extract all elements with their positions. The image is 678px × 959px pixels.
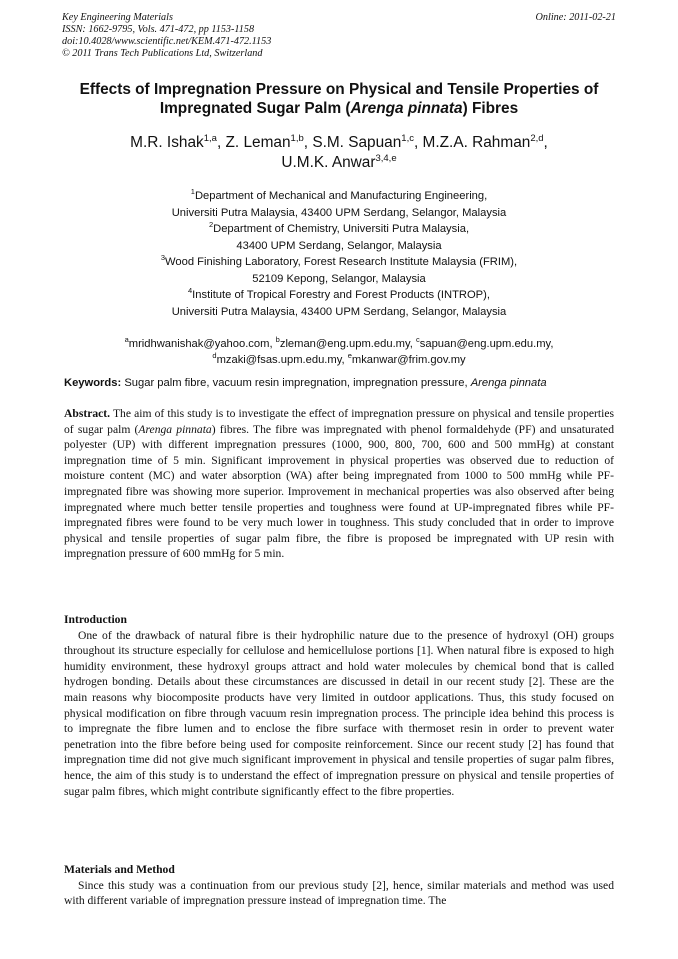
author-emails [40,336,638,368]
keywords-label: Keywords: [64,377,122,389]
keywords-species: Arenga pinnata [470,377,547,389]
author-name: U.M.K. Anwar [281,154,376,171]
section-heading: Materials and Method [64,863,175,876]
methods-paragraph: Since this study was a continuation from our previous study [2], hence, similar materials and method was used with different variable of impregnation pressure instead of impregnation time. The [64,878,614,908]
journal-copyright: © 2011 Trans Tech Publications Ltd, Switzerland [62,48,263,59]
keywords-text: Sugar palm fibre, vacuum resin impregnation, impregnation pressure, [124,377,468,389]
abstract-label: Abstract. [64,407,111,420]
title-line-2 [40,99,638,118]
abstract-species: Arenga pinnata [138,422,212,436]
title-line-2-pre: Impregnated Sugar Palm ( [159,100,351,117]
journal-doi: doi:10.4028/www.scientific.net/KEM.471-472.1153 [62,36,272,47]
affiliation-line: Department of Mechanical and Manufacturing Engineering, [194,190,488,202]
affiliation-line: Department of Chemistry, Universiti Putra Malaysia, [213,223,470,235]
title-line-2-post: ) Fibres [462,100,519,117]
abstract-text: ) fibres. The fibre was impregnated with phenol formaldehyde (PF) and unsaturated polyester (UP) with different impregnation pressures (1000, 900, 800, 700, 600 and 500 mmHg) at constant impregnation time of 5 min. Significant improvement in physical properties was observed due to reduction of moisture content (MC) and water absorption (WA) after being impregnated from 1000 to 500 mmHg while PF-impregnated fibre was showing more superior. Improvement in mechanical properties was also observed after being impregnated where much better tensile properties and toughness were found at UP-impregnated fibres while PF-impregnated fibres were found to be very much lower in toughness. This study concluded that in order to improve physical and tensile properties of sugar palm fibre, the fibre is proposed be impregnated with UP resin with impregnation pressure of 600 mmHg for 5 min. [64,422,615,561]
email-line-1: $^a$mridhwanishak@yahoo.com, $^b$zleman@eng.upm.edu.my, $^c$sapuan@eng.upm.edu.my, [124,335,554,350]
section-heading: Introduction [64,613,127,626]
title-line-1: Effects of Impregnation Pressure on Physical and Tensile Properties of [79,81,599,98]
affiliation-2 [40,221,638,238]
affiliation-line: Institute of Tropical Forestry and Forest Products (INTROP), [192,289,490,301]
paper-title [40,80,638,118]
abstract [64,406,614,562]
abstract-text: The aim of this study is to investigate the effect of impregnation pressure on physical and tensile properties of sugar palm ( [64,407,614,436]
affiliation-4 [40,287,638,304]
journal-header [62,12,616,60]
author-name: M.Z.A. Rahman [422,134,531,151]
affiliation-line: Universiti Putra Malaysia, 43400 UPM Serdang, Selangor, Malaysia [171,305,507,318]
author-separator: , [303,134,313,151]
journal-name: Key Engineering Materials [62,12,173,23]
affiliation-mark: 4 [188,286,193,295]
email-link-b[interactable]: zleman@eng.upm.edu.my [279,338,410,350]
author-separator: , [413,134,423,151]
email-link-c[interactable]: sapuan@eng.upm.edu.my [419,338,551,350]
keywords [64,376,624,390]
journal-issn: ISSN: 1662-9795, Vols. 471-472, pp 1153-1158 [62,24,255,35]
affiliation-1 [40,188,638,205]
email-mark: a [124,335,129,344]
author-name: Z. Leman [225,134,291,151]
affiliation-mark: 2 [208,220,214,229]
email-mark: b [275,335,280,344]
title-species: Arenga pinnata [350,100,463,117]
affiliation-line: Universiti Putra Malaysia, 43400 UPM Serdang, Selangor, Malaysia [171,206,507,219]
author-separator: , [216,134,226,151]
author-affil-mark: 3,4,e [375,153,397,164]
affiliation-line: Wood Finishing Laboratory, Forest Research Institute Malaysia (FRIM), [165,256,518,268]
affiliation-mark: 1 [190,187,195,196]
email-link-a[interactable]: mridhwanishak@yahoo.com [128,338,270,350]
author-separator: , [543,134,548,151]
email-link-e[interactable]: mkanwar@frim.gov.my [351,354,466,366]
email-mark: c [416,335,420,344]
author-affil-mark: 1,a [203,133,217,144]
introduction-section [64,612,614,799]
affiliation-line: 43400 UPM Serdang, Selangor, Malaysia [236,239,442,252]
author-name: S.M. Sapuan [312,134,402,151]
affiliations [40,188,638,320]
methods-section [64,862,614,909]
email-mark: d [212,351,217,360]
email-link-d[interactable]: mzaki@fsas.upm.edu.my [216,354,342,366]
author-list [40,133,638,173]
affiliation-3 [40,254,638,271]
author-affil-mark: 1,b [290,133,304,144]
online-date: Online: 2011-02-21 [535,12,616,23]
author-line-2 [40,153,638,173]
affiliation-mark: 3 [160,253,166,262]
email-mark: e [347,351,352,360]
author-affil-mark: 2,d [530,133,544,144]
email-line-2: $^d$mzaki@fsas.upm.edu.my, $^e$mkanwar@frim.gov.my [212,351,466,366]
affiliation-line: 52109 Kepong, Selangor, Malaysia [252,272,426,285]
introduction-paragraph: One of the drawback of natural fibre is their hydrophilic nature due to the presence of hydroxyl (OH) groups throughout its structure especially for cellulose and hemicellulose portions [1]. When natural fibre is exposed to high humidity environment, these hydroxyl groups attract and hold water molecules by chemical bond that is called hydrogen bonding. Details about these circumstances are discussed in detail in our recent study [2]. These are the main reasons why biocomposite products have very limited in outdoor applications. Thus, this study focused on physical modification on fibre through vacuum resin impregnation process. The principle idea behind this process is to impregnate the fibre lumen and to enclose the fibre surface with thermoset resin in order to prevent water penetration into the fibre before being used for composite reinforcement. Since our recent study [2] has found that impregnation time did not give much significant improvement in physical and tensile properties of sugar palm fibres, hence, the aim of this study is to understand the effect of impregnation pressure on physical and tensile properties of sugar palm fibres, which might contribute significantly effect to the fibre properties. [64,628,614,798]
author-line-1 [40,133,638,153]
author-name: M.R. Ishak [130,134,204,151]
author-affil-mark: 1,c [401,133,414,144]
